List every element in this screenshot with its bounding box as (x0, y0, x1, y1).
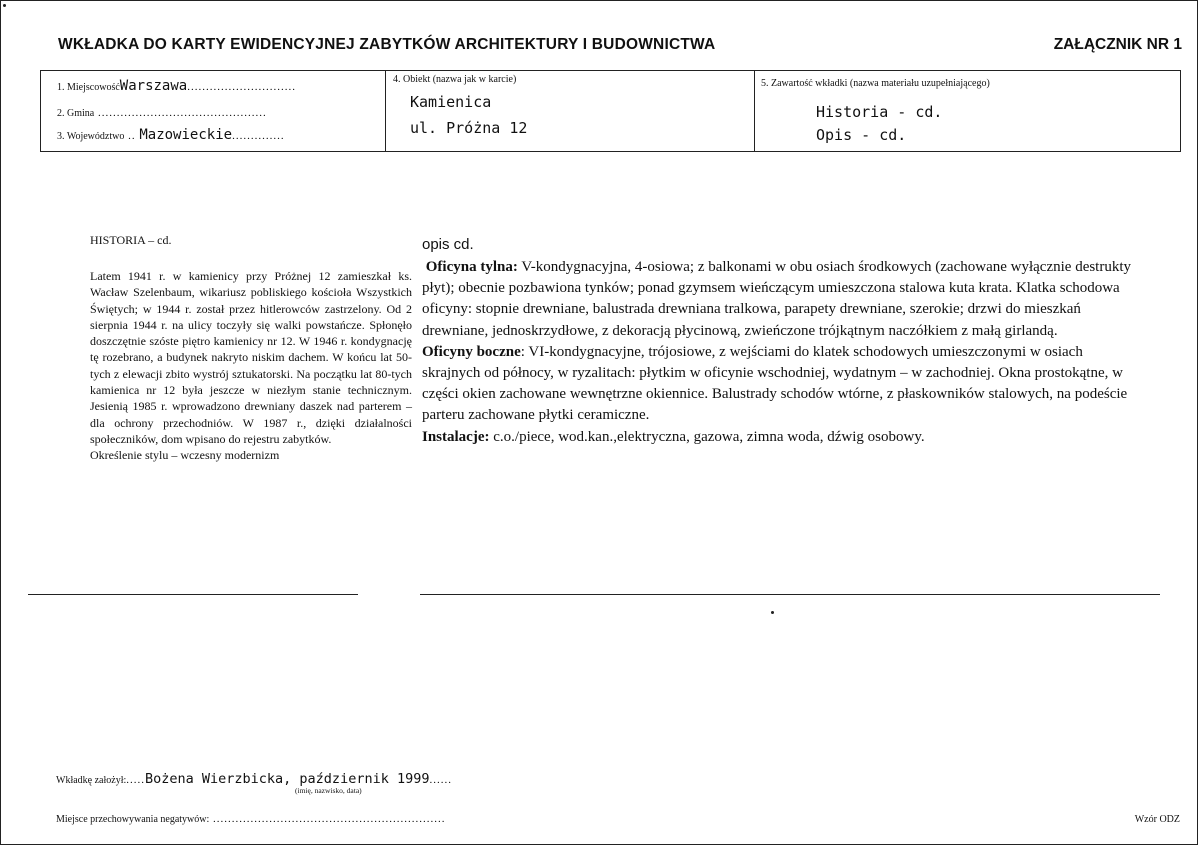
zawartosc-line-2: Opis - cd. (816, 126, 907, 144)
zawartosc-line-1: Historia - cd. (816, 103, 943, 121)
dotted-line: ...... (429, 774, 452, 786)
opis-heading: opis cd. (422, 236, 474, 253)
negatywy-field (56, 813, 446, 825)
oficyny-boczne-label: Oficyny boczne (422, 343, 521, 360)
oficyny-boczne-text: : VI-kondygnacyjne, trójosiowe, z wejściami do klatek schodowych umieszczonymi w osiach skrajnych od północy, w ryzalitach: płytkim w oficynie wschodniej, wydatnym – w zachodniej. Okna prostokątne, w części okien zachowane wewnętrzne okiennice. Balustrady schodów wtórne, z płaskowników stalowych, na podeście parteru zachowane płytki ceramiczne. (422, 343, 1128, 424)
dotted-line: .............................................................. (209, 813, 446, 825)
separator-line (28, 594, 358, 595)
oficyny-boczne-paragraph (422, 342, 1144, 427)
historia-paragraph: Latem 1941 r. w kamienicy przy Próżnej 12 zamieszkał ks. Wacław Szelenbaum, wikariusz pobliskiego kościoła Wszystkich Świętych; w 1944 r. został przez hitlerowców zastrzelony. Od 2 sierpnia 1944 r. na ulicy toczyły się walki powstańcze. Spłonęło doszczętnie szóste piętro kamienicy nr 12. W 1946 r. kondygnację tę rozebrano, a budynek nakryto niskim dachem. W końcu lat 50-tych z elewacji zbito wystrój sztukatorski. Na początku lat 80-tych kamienica nr 12 była jeszcze w niezłym stanie technicznym. Jesienią 1985 r. wprowadzono drewniany daszek nad parterem – dla ochrony przechodniów. W 1987 r., dzięki działalności społeczników, dom wpisano do rejestru zabytków. (90, 269, 412, 446)
gmina-field (57, 107, 267, 119)
historia-heading: HISTORIA – cd. (90, 233, 172, 247)
oficyna-tylna-label: Oficyna tylna: (425, 259, 518, 275)
obiekt-line-1: Kamienica (410, 93, 492, 111)
zalozyl-label: Wkładkę założył: (56, 775, 127, 786)
dotted-line: .............. (232, 130, 285, 142)
zalozyl-sublabel: (imię, nazwisko, data) (295, 786, 362, 795)
speck (771, 611, 774, 614)
obiekt-label: 4. Obiekt (nazwa jak w karcie) (393, 74, 517, 85)
dotted-line: ............................. (187, 81, 296, 93)
instalacje-text: c.o./piece, wod.kan.,elektryczna, gazowa, zimna woda, dźwig osobowy. (489, 428, 925, 445)
historia-section (90, 268, 412, 464)
wojewodztwo-field (57, 127, 285, 143)
oficyna-tylna-text: V-kondygnacyjna, 4-osiowa; z balkonami w obu osiach środkowych (zachowane wyłącznie destrukty płyt); obecnie pozbawiona tynków; ponad gzymsem wieńczącym umieszczona stalowa kuta krata. Klatka schodowa oficyny: stopnie drewniane, balustrada drewniana tralkowa, parapety drewniane, szerokie; drzwi do mieszkań drewniane, jednoskrzydłowe, z dekoracją płycinową, zwieńczone trójkątnym naczółkiem z małą girlandą. (422, 259, 1132, 339)
wojewodztwo-value: Mazowieckie (139, 127, 233, 143)
dotted-line: ............................................. (94, 107, 267, 119)
opis-section (422, 257, 1144, 448)
separator-line (420, 594, 1160, 595)
zalozyl-field (56, 771, 452, 787)
speck (3, 4, 6, 7)
miejscowosc-value: Warszawa (119, 78, 188, 94)
zawartosc-label: 5. Zawartość wkładki (nazwa materiału uzupełniającego) (761, 78, 990, 89)
miejscowosc-label: 1. Miejscowość (57, 82, 120, 93)
negatywy-label: Miejsce przechowywania negatywów: (56, 814, 210, 825)
zalozyl-value: Bożena Wierzbicka, październik 1999 (145, 771, 430, 787)
attachment-number: ZAŁĄCZNIK NR 1 (1053, 36, 1182, 53)
instalacje-label: Instalacje: (422, 428, 490, 445)
form-template-label: Wzór ODZ (1134, 814, 1180, 825)
gmina-label: 2. Gmina (57, 108, 95, 119)
instalacje-paragraph (422, 427, 1144, 448)
wojewodztwo-label: 3. Województwo (57, 131, 125, 142)
style-line: Określenie stylu – wczesny modernizm (90, 448, 280, 463)
dotted-line: .. (124, 130, 140, 142)
dotted-line: ..... (126, 774, 145, 786)
column-divider (754, 71, 755, 151)
column-divider (385, 71, 386, 151)
obiekt-line-2: ul. Próżna 12 (410, 119, 528, 137)
oficyna-tylna-paragraph (422, 257, 1144, 342)
card-title: WKŁADKA DO KARTY EWIDENCYJNEJ ZABYTKÓW ARCHITEKTURY I BUDOWNICTWA (58, 36, 716, 53)
miejscowosc-field (57, 78, 296, 94)
fields-box (40, 70, 1181, 152)
